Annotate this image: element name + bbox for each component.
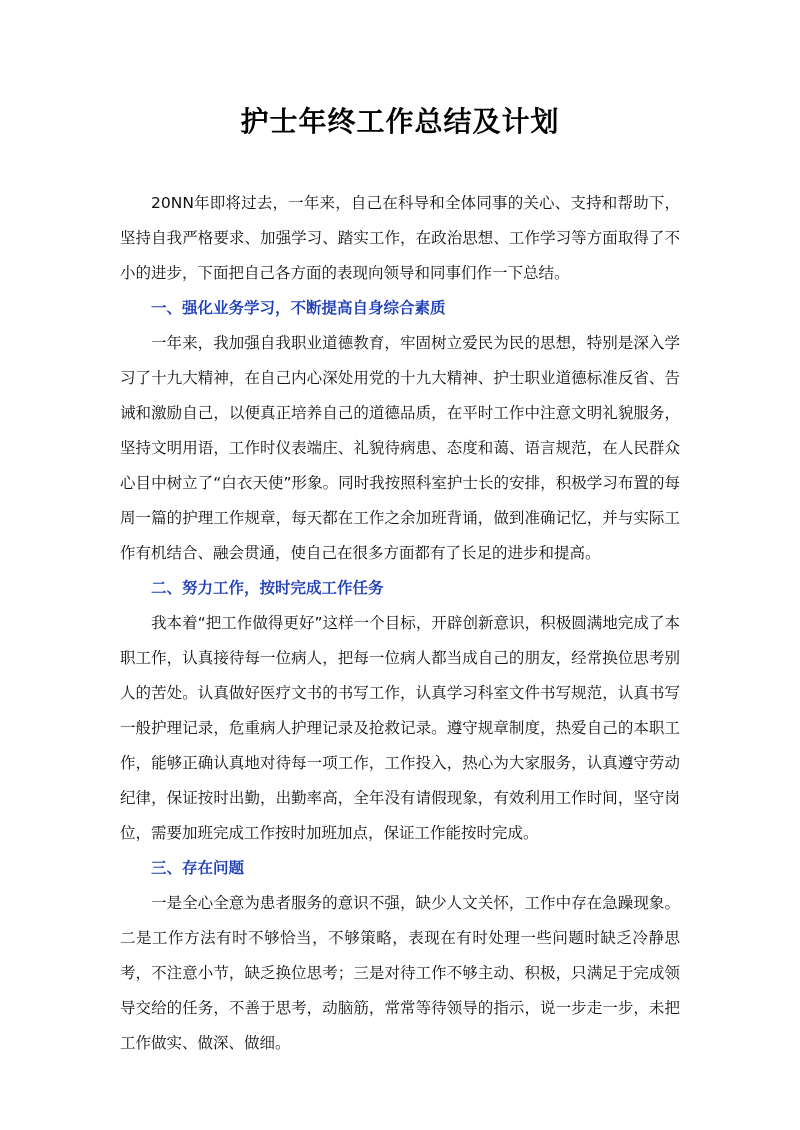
- document-body: [120, 186, 680, 1061]
- document-title: 护士年终工作总结及计划: [240, 105, 560, 138]
- intro-paragraph: 20NN年即将过去，一年来，自己在科导和全体同事的关心、支持和帮助下，坚持自我严格要求、加强学习、踏实工作，在政治思想、工作学习等方面取得了不小的进步，下面把自己各方面的表现向领导和同事们作一下总结。: [120, 194, 680, 282]
- section-1-body: 一年来，我加强自我职业道德教育，牢固树立爱民为民的思想，特别是深入学习了十九大精神，在自己内心深处用党的十九大精神、护士职业道德标准反省、告诫和激励自己，以便真正培养自己的道德品质，在平时工作中注意文明礼貌服务，坚持文明用语，工作时仪表端庄、礼貌待病患、态度和蔼、语言规范，在人民群众心目中树立了“白衣天使”形象。同时我按照科室护士长的安排，积极学习布置的每周一篇的护理工作规章，每天都在工作之余加班背诵，做到准确记忆，并与实际工作有机结合、融会贯通，使自己在很多方面都有了长足的进步和提高。: [120, 334, 680, 562]
- section-2-heading: 二、努力工作，按时完成工作任务: [151, 579, 384, 597]
- section-1-heading: 一、强化业务学习，不断提高自身综合素质: [151, 299, 446, 317]
- section-3-heading: 三、存在问题: [151, 859, 245, 877]
- section-3-body: 一是全心全意为患者服务的意识不强，缺少人文关怀，工作中存在急躁现象。二是工作方法有时不够恰当，不够策略，表现在有时处理一些问题时缺乏冷静思考，不注意小节，缺乏换位思考；三是对待工作不够主动、积极，只满足于完成领导交给的任务，不善于思考，动脑筋，常常等待领导的指示，说一步走一步，未把工作做实、做深、做细。: [120, 894, 680, 1052]
- section-2-body: 我本着“把工作做得更好”这样一个目标，开辟创新意识，积极圆满地完成了本职工作，认真接待每一位病人，把每一位病人都当成自己的朋友，经常换位思考别人的苦处。认真做好医疗文书的书写工作，认真学习科室文件书写规范，认真书写一般护理记录，危重病人护理记录及抢救记录。遵守规章制度，热爱自己的本职工作，能够正确认真地对待每一项工作，工作投入，热心为大家服务，认真遵守劳动纪律，保证按时出勤，出勤率高，全年没有请假现象，有效利用工作时间，坚守岗位，需要加班完成工作按时加班加点，保证工作能按时完成。: [120, 614, 680, 842]
